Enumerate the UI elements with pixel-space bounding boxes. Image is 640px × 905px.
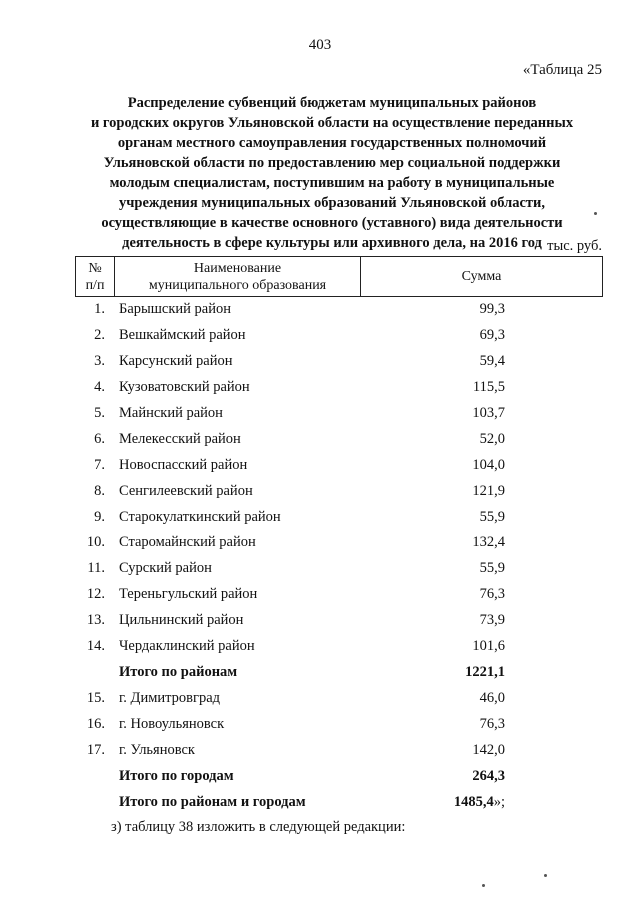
municipality-name: Итого по районам и городам	[119, 793, 306, 810]
municipality-name: Майнский район	[119, 404, 223, 421]
municipality-name: Старокулаткинский район	[119, 508, 281, 525]
sum-amount: 55,9	[479, 508, 505, 525]
row-number: 6.	[94, 430, 105, 447]
sum-amount: 52,0	[479, 430, 505, 447]
sum-amount: 104,0	[472, 456, 505, 473]
sum-amount: 142,0	[472, 741, 505, 758]
row-number: 2.	[94, 326, 105, 343]
sum-value	[425, 534, 505, 551]
sum-value	[425, 405, 505, 422]
municipality-name: г. Новоульяновск	[119, 716, 225, 732]
municipality-name: Сенгилеевский район	[119, 482, 253, 499]
sum-value	[425, 483, 505, 500]
row-number: 17.	[86, 741, 105, 758]
footer-note: з) таблицу 38 изложить в следующей редакции:	[111, 819, 406, 835]
table-row	[75, 608, 603, 634]
sum-amount: 69,3	[479, 326, 505, 343]
table-row	[75, 712, 603, 738]
municipality-name: Тереньгульский район	[119, 586, 258, 603]
municipality-name: Вешкаймский район	[119, 326, 246, 343]
table-row	[75, 427, 603, 453]
table-row	[75, 479, 603, 505]
table-row	[75, 401, 603, 427]
municipality-name: Кузоватовский район	[119, 378, 250, 395]
row-number: 7.	[94, 456, 105, 473]
sum-value	[425, 509, 505, 526]
document-title	[72, 93, 592, 253]
title-line: Ульяновской области по предоставлению мер социальной поддержки	[103, 155, 561, 171]
sum-amount: 73,9	[479, 612, 505, 629]
sum-value	[425, 301, 505, 318]
table-row	[75, 686, 603, 712]
table-header	[75, 256, 603, 297]
scan-speck	[544, 874, 547, 877]
title-line: молодым специалистам, поступившим на работу в муниципальные	[109, 175, 555, 191]
table-row	[75, 634, 603, 660]
row-number: 9.	[94, 508, 105, 525]
sum-amount: 101,6	[472, 638, 505, 655]
table-row	[75, 349, 603, 375]
sum-amount: 264,3	[472, 767, 505, 784]
municipality-name: Чердаклинский район	[119, 638, 255, 655]
sum-amount: 121,9	[472, 482, 505, 499]
sum-value	[425, 457, 505, 474]
table-row	[75, 582, 603, 608]
sum-value	[425, 742, 505, 759]
table-row	[75, 453, 603, 479]
header-sum-label: Сумма	[461, 269, 502, 284]
sum-amount: 59,4	[479, 352, 505, 369]
row-number: 11.	[87, 560, 105, 577]
table-row	[75, 323, 603, 349]
row-number: 10.	[86, 534, 105, 551]
total-row	[75, 660, 603, 686]
row-number: 1.	[94, 301, 105, 317]
title-line: и городских округов Ульяновской области на осуществление переданных	[90, 115, 574, 131]
sum-amount: 103,7	[472, 404, 505, 421]
row-number: 8.	[94, 482, 105, 499]
row-number: 3.	[94, 352, 105, 369]
table-row	[75, 530, 603, 556]
row-number: 4.	[94, 378, 105, 395]
row-number: 14.	[86, 638, 105, 655]
row-number: 15.	[86, 690, 105, 707]
table-row	[75, 738, 603, 764]
header-num	[76, 257, 115, 296]
municipality-name: Итого по городам	[119, 767, 234, 784]
title-line: органам местного самоуправления государственных полномочий	[117, 135, 547, 151]
title-line: учреждения муниципальных образований Ульяновской области,	[118, 195, 546, 211]
sum-amount: 55,9	[479, 560, 505, 577]
row-number: 5.	[94, 404, 105, 421]
municipality-name: г. Ульяновск	[119, 741, 195, 758]
municipality-name: г. Димитровград	[119, 690, 221, 707]
scan-speck	[594, 212, 597, 215]
header-name	[115, 257, 361, 296]
municipality-name: Барышский район	[119, 301, 231, 317]
table-row	[75, 375, 603, 401]
total-row	[75, 764, 603, 790]
row-number: 12.	[86, 586, 105, 603]
sum-amount: 132,4	[472, 534, 505, 551]
sum-value	[425, 612, 505, 629]
title-line: Распределение субвенций бюджетам муниципальных районов	[127, 95, 537, 111]
sum-value	[425, 379, 505, 396]
sum-value	[425, 560, 505, 577]
sum-value	[425, 431, 505, 448]
row-number: 16.	[86, 716, 105, 732]
municipality-name: Цильнинский район	[119, 612, 244, 629]
closing-quote: »;	[493, 793, 505, 810]
sum-value	[425, 327, 505, 344]
header-num-line1: №	[88, 260, 102, 276]
sum-value	[425, 638, 505, 655]
sum-value	[425, 690, 505, 707]
title-line: деятельность в сфере культуры или архивного дела, на 2016 год	[122, 235, 542, 251]
sum-value	[425, 768, 505, 785]
municipality-name: Новоспасский район	[119, 456, 248, 473]
sum-amount: 1485,4	[453, 793, 494, 810]
header-sum	[361, 257, 602, 296]
row-number: 13.	[86, 612, 105, 629]
scan-speck	[482, 884, 485, 887]
municipality-name: Сурский район	[119, 560, 212, 577]
sum-amount: 46,0	[479, 690, 505, 707]
units-label: тыс. руб.	[547, 238, 602, 254]
municipality-name: Старомайнский район	[119, 534, 256, 551]
sum-amount: 99,3	[479, 301, 505, 317]
municipality-name: Карсунский район	[119, 352, 233, 369]
table-caption: «Таблица 25	[522, 62, 602, 78]
municipality-name: Итого по районам	[119, 664, 238, 681]
header-name-line2: муниципального образования	[148, 277, 327, 293]
table-row	[75, 556, 603, 582]
header-name-line1: Наименование	[193, 260, 282, 276]
sum-value	[425, 586, 505, 603]
table-body	[75, 297, 603, 816]
total-row	[75, 790, 603, 816]
sum-amount: 1221,1	[465, 664, 505, 681]
page-number: 403	[308, 37, 332, 53]
sum-value	[425, 794, 505, 811]
sum-value	[425, 664, 505, 681]
sum-value	[425, 716, 505, 733]
table-row	[75, 505, 603, 531]
municipality-name: Мелекесский район	[119, 430, 241, 447]
sum-amount: 115,5	[472, 378, 505, 395]
sum-amount: 76,3	[479, 586, 505, 603]
title-line: осуществляющие в качестве основного (уставного) вида деятельности	[101, 215, 563, 231]
table-row	[75, 297, 603, 323]
header-num-line2: п/п	[85, 277, 105, 293]
sum-amount: 76,3	[479, 716, 505, 732]
sum-value	[425, 353, 505, 370]
